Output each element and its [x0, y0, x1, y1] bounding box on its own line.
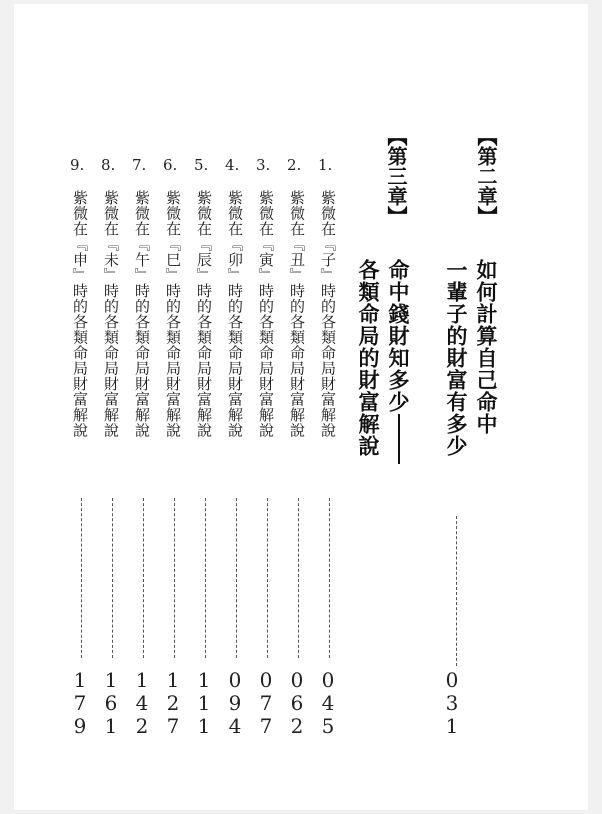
toc-entry-page-number: 062	[285, 668, 309, 737]
toc-entry-page-number: 161	[99, 668, 123, 737]
chapter3-title-line2: 各類命局的財富解說	[356, 259, 381, 457]
toc-entry-page-number: 094	[223, 668, 247, 737]
chapter2-leader	[456, 516, 457, 666]
toc-entry-leader	[267, 498, 268, 658]
chapter3-title-dash	[398, 414, 400, 464]
toc-entry-page-number: 179	[68, 668, 92, 737]
toc-entry-number: 2.	[287, 156, 302, 174]
toc-entry-number: 3.	[256, 156, 271, 174]
toc-entry-page-number: 127	[161, 668, 185, 737]
chapter3-label: 【第三章】	[384, 126, 408, 226]
toc-entry-page-number: 111	[192, 668, 216, 737]
chapter2-label: 【第二章】	[474, 126, 498, 226]
toc-entry-leader	[143, 498, 144, 658]
toc-entry-title[interactable]: 紫微在『巳』時的各類命局財富解說	[164, 190, 182, 438]
toc-entry-title[interactable]: 紫微在『午』時的各類命局財富解說	[133, 190, 151, 438]
toc-entry-number: 9.	[70, 156, 85, 174]
toc-entry-number: 4.	[225, 156, 240, 174]
chapter3-title-line1: 命中錢財知多少	[386, 259, 411, 413]
toc-entry-title[interactable]: 紫微在『辰』時的各類命局財富解說	[195, 190, 213, 438]
toc-entry-leader	[329, 498, 330, 658]
toc-entry-number: 6.	[163, 156, 178, 174]
toc-entry-title[interactable]: 紫微在『未』時的各類命局財富解說	[102, 190, 120, 438]
toc-entry-leader	[174, 498, 175, 658]
toc-entry-title[interactable]: 紫微在『子』時的各類命局財富解說	[319, 190, 337, 438]
toc-entry-leader	[112, 498, 113, 658]
toc-entry-number: 7.	[132, 156, 147, 174]
book-page	[14, 4, 588, 810]
chapter2-title-line1: 如何計算自己命中	[474, 259, 499, 435]
toc-entry-page-number: 045	[316, 668, 340, 737]
toc-entry-leader	[236, 498, 237, 658]
toc-entry-title[interactable]: 紫微在『寅』時的各類命局財富解說	[257, 190, 275, 438]
toc-entry-leader	[81, 498, 82, 658]
toc-entry-page-number: 142	[130, 668, 154, 737]
toc-entry-page-number: 077	[254, 668, 278, 737]
toc-entry-leader	[205, 498, 206, 658]
toc-entry-title[interactable]: 紫微在『丑』時的各類命局財富解說	[288, 190, 306, 438]
chapter2-title-line2: 一輩子的財富有多少	[444, 259, 469, 457]
toc-entry-title[interactable]: 紫微在『卯』時的各類命局財富解說	[226, 190, 244, 438]
toc-entry-title[interactable]: 紫微在『申』時的各類命局財富解說	[71, 190, 89, 438]
toc-entry-number: 1.	[318, 156, 333, 174]
toc-entry-number: 5.	[194, 156, 209, 174]
toc-entry-number: 8.	[101, 156, 116, 174]
chapter2-page-number: 031	[440, 668, 464, 737]
toc-entry-leader	[298, 498, 299, 658]
